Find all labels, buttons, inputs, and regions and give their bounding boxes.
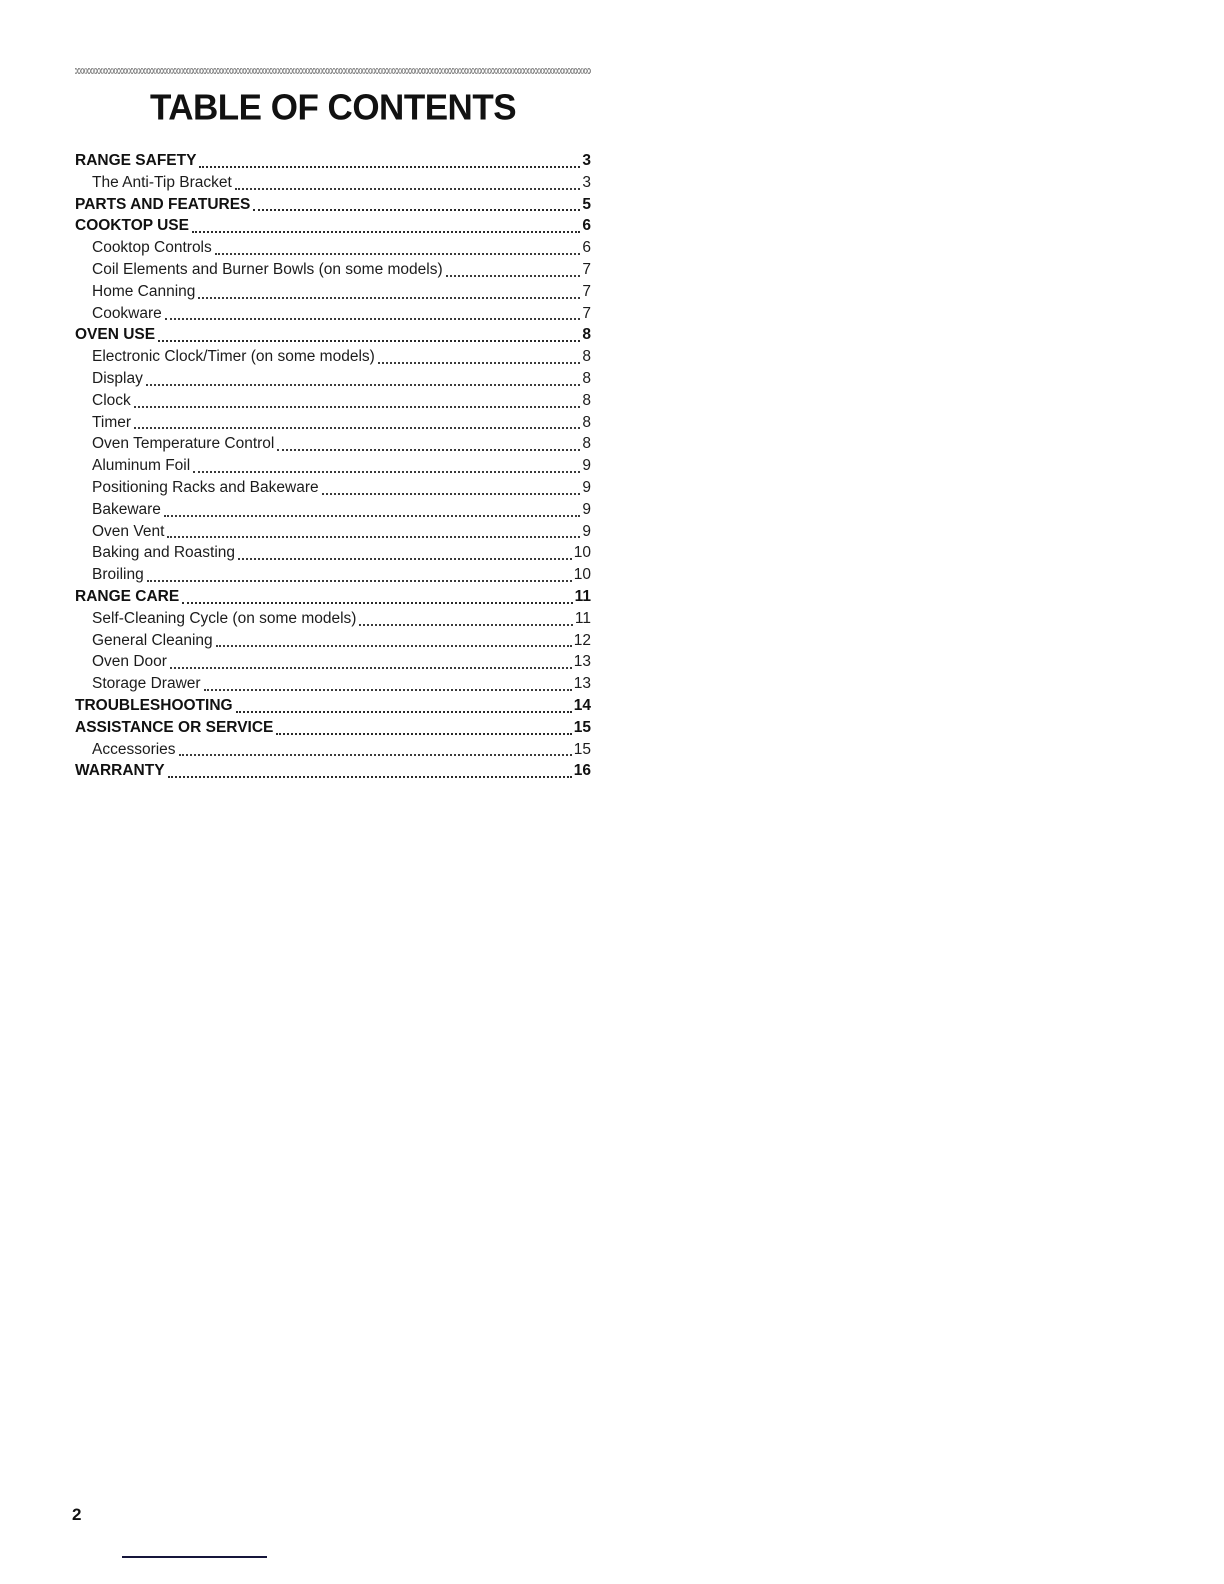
toc-leader-dots	[216, 645, 572, 647]
toc-entry-page: 9	[582, 478, 591, 496]
toc-entry-page: 15	[573, 740, 591, 758]
toc-leader-dots	[215, 253, 581, 255]
toc-entry	[75, 194, 591, 216]
toc-entry-page: 12	[573, 631, 591, 649]
toc-entry-label: COOKTOP USE	[75, 217, 189, 235]
toc-entry-page: 14	[573, 696, 591, 714]
toc-leader-dots	[198, 297, 580, 299]
toc-entry-label: Home Canning	[92, 282, 196, 300]
toc-leader-dots	[167, 536, 580, 538]
toc-entry-page: 3	[582, 152, 591, 169]
toc-entry	[75, 237, 591, 259]
toc-leader-dots	[236, 711, 572, 713]
toc-entry-page: 8	[582, 413, 591, 431]
toc-entry	[75, 346, 591, 368]
toc-leader-dots	[277, 449, 580, 451]
toc-entry-label: Broiling	[92, 566, 144, 584]
toc-entry	[75, 172, 591, 194]
toc-entry	[75, 586, 591, 608]
toc-entry	[75, 717, 591, 739]
toc-entry	[75, 651, 591, 673]
toc-leader-dots	[446, 275, 581, 277]
toc-entry-page: 6	[582, 217, 591, 235]
toc-entry-label: WARRANTY	[75, 762, 165, 780]
toc-entry-page: 3	[582, 173, 591, 191]
toc-entry	[75, 368, 591, 390]
toc-entry-page: 8	[582, 391, 591, 409]
toc-entry-label: Positioning Racks and Bakeware	[92, 478, 319, 496]
toc-entry-label: The Anti-Tip Bracket	[92, 173, 232, 191]
toc-entry-label: Electronic Clock/Timer (on some models)	[92, 348, 375, 366]
toc-leader-dots	[147, 580, 572, 582]
toc-entry-label: Bakeware	[92, 500, 161, 518]
toc-entry-label: Clock	[92, 391, 131, 409]
toc-leader-dots	[134, 427, 580, 429]
toc-entry	[75, 455, 591, 477]
footer-page-number: 2	[72, 1505, 82, 1524]
toc-entry	[75, 564, 591, 586]
toc-entry-page: 13	[573, 653, 591, 671]
toc-entry	[75, 412, 591, 434]
toc-entry-label: Storage Drawer	[92, 675, 201, 693]
decorative-top-rule	[75, 68, 591, 74]
toc-entry	[75, 259, 591, 281]
toc-entry-label: OVEN USE	[75, 326, 156, 344]
toc-entry-page: 7	[582, 282, 591, 300]
toc-entry-label: PARTS AND FEATURES	[75, 195, 251, 213]
toc-entry	[75, 542, 591, 564]
toc-entry-page: 10	[573, 544, 591, 562]
page-title: TABLE OF CONTENTS	[149, 87, 517, 128]
toc-leader-dots	[193, 471, 580, 473]
toc-leader-dots	[322, 493, 581, 495]
toc-entry-label: General Cleaning	[92, 631, 213, 649]
toc-leader-dots	[192, 231, 580, 233]
toc-column	[75, 68, 591, 782]
toc-leader-dots	[168, 776, 572, 778]
toc-entry-page: 11	[574, 587, 591, 605]
toc-entry-label: TROUBLESHOOTING	[75, 696, 233, 714]
toc-leader-dots	[238, 558, 572, 560]
toc-entry-label: Cooktop Controls	[92, 239, 212, 257]
toc-entry-page: 10	[573, 566, 591, 584]
toc-entry-page: 13	[573, 675, 591, 693]
toc-entry-label: Oven Vent	[92, 522, 165, 540]
footer-line	[122, 1556, 267, 1558]
toc-entry	[75, 433, 591, 455]
toc-leader-dots	[378, 362, 581, 364]
toc-entry-label: ASSISTANCE OR SERVICE	[75, 718, 274, 736]
toc-entry-page: 5	[582, 195, 591, 213]
toc-entry-page: 9	[582, 500, 591, 518]
toc-leader-dots	[182, 602, 572, 604]
toc-entry-page: 8	[582, 348, 591, 366]
toc-entry-page: 8	[582, 326, 591, 344]
toc-entry-page: 6	[582, 239, 591, 257]
toc-entry	[75, 150, 591, 172]
toc-leader-dots	[134, 406, 581, 408]
toc-entry	[75, 477, 591, 499]
toc-entry-page: 15	[573, 718, 591, 736]
toc-leader-dots	[235, 188, 581, 190]
toc-entry	[75, 499, 591, 521]
toc-entry-label: Oven Door	[92, 653, 167, 671]
toc-entry	[75, 760, 591, 782]
toc-entry-page: 8	[582, 435, 591, 453]
toc-leader-dots	[253, 209, 580, 211]
toc-entry	[75, 695, 591, 717]
toc-entry-label: Coil Elements and Burner Bowls (on some models)	[92, 260, 443, 278]
toc-leader-dots	[199, 166, 580, 168]
toc-entry-label: Self-Cleaning Cycle (on some models)	[92, 609, 357, 627]
toc-entry-label: Accessories	[92, 740, 176, 758]
toc-entry-label: Timer	[92, 413, 132, 431]
toc-entry-label: RANGE SAFETY	[75, 152, 197, 169]
toc-entry-page: 9	[582, 522, 591, 540]
toc-leader-dots	[158, 340, 580, 342]
toc-entry-label: Oven Temperature Control	[92, 435, 275, 453]
toc-leader-dots	[146, 384, 581, 386]
toc-entry-label: RANGE CARE	[75, 587, 180, 605]
toc-entry	[75, 215, 591, 237]
toc-entry-page: 7	[582, 304, 591, 322]
toc-entry	[75, 608, 591, 630]
toc-leader-dots	[204, 689, 572, 691]
toc-leader-dots	[164, 515, 580, 517]
toc-entry-label: Baking and Roasting	[92, 544, 236, 562]
toc-leader-dots	[165, 318, 581, 320]
toc-entry	[75, 739, 591, 761]
toc-entry-page: 9	[582, 457, 591, 475]
toc-entry	[75, 630, 591, 652]
toc-list	[75, 150, 591, 782]
toc-entry-page: 16	[573, 762, 591, 780]
toc-entry-page: 7	[582, 260, 591, 278]
toc-entry	[75, 521, 591, 543]
toc-entry-page: 11	[574, 609, 591, 627]
toc-entry	[75, 673, 591, 695]
toc-leader-dots	[276, 733, 571, 735]
toc-leader-dots	[179, 754, 572, 756]
toc-leader-dots	[170, 667, 572, 669]
toc-entry	[75, 390, 591, 412]
toc-entry-label: Display	[92, 369, 143, 387]
toc-leader-dots	[359, 624, 572, 626]
toc-entry-label: Aluminum Foil	[92, 457, 191, 475]
toc-entry	[75, 324, 591, 346]
toc-entry-label: Cookware	[92, 304, 162, 322]
toc-entry	[75, 303, 591, 325]
toc-entry	[75, 281, 591, 303]
toc-entry-page: 8	[582, 369, 591, 387]
